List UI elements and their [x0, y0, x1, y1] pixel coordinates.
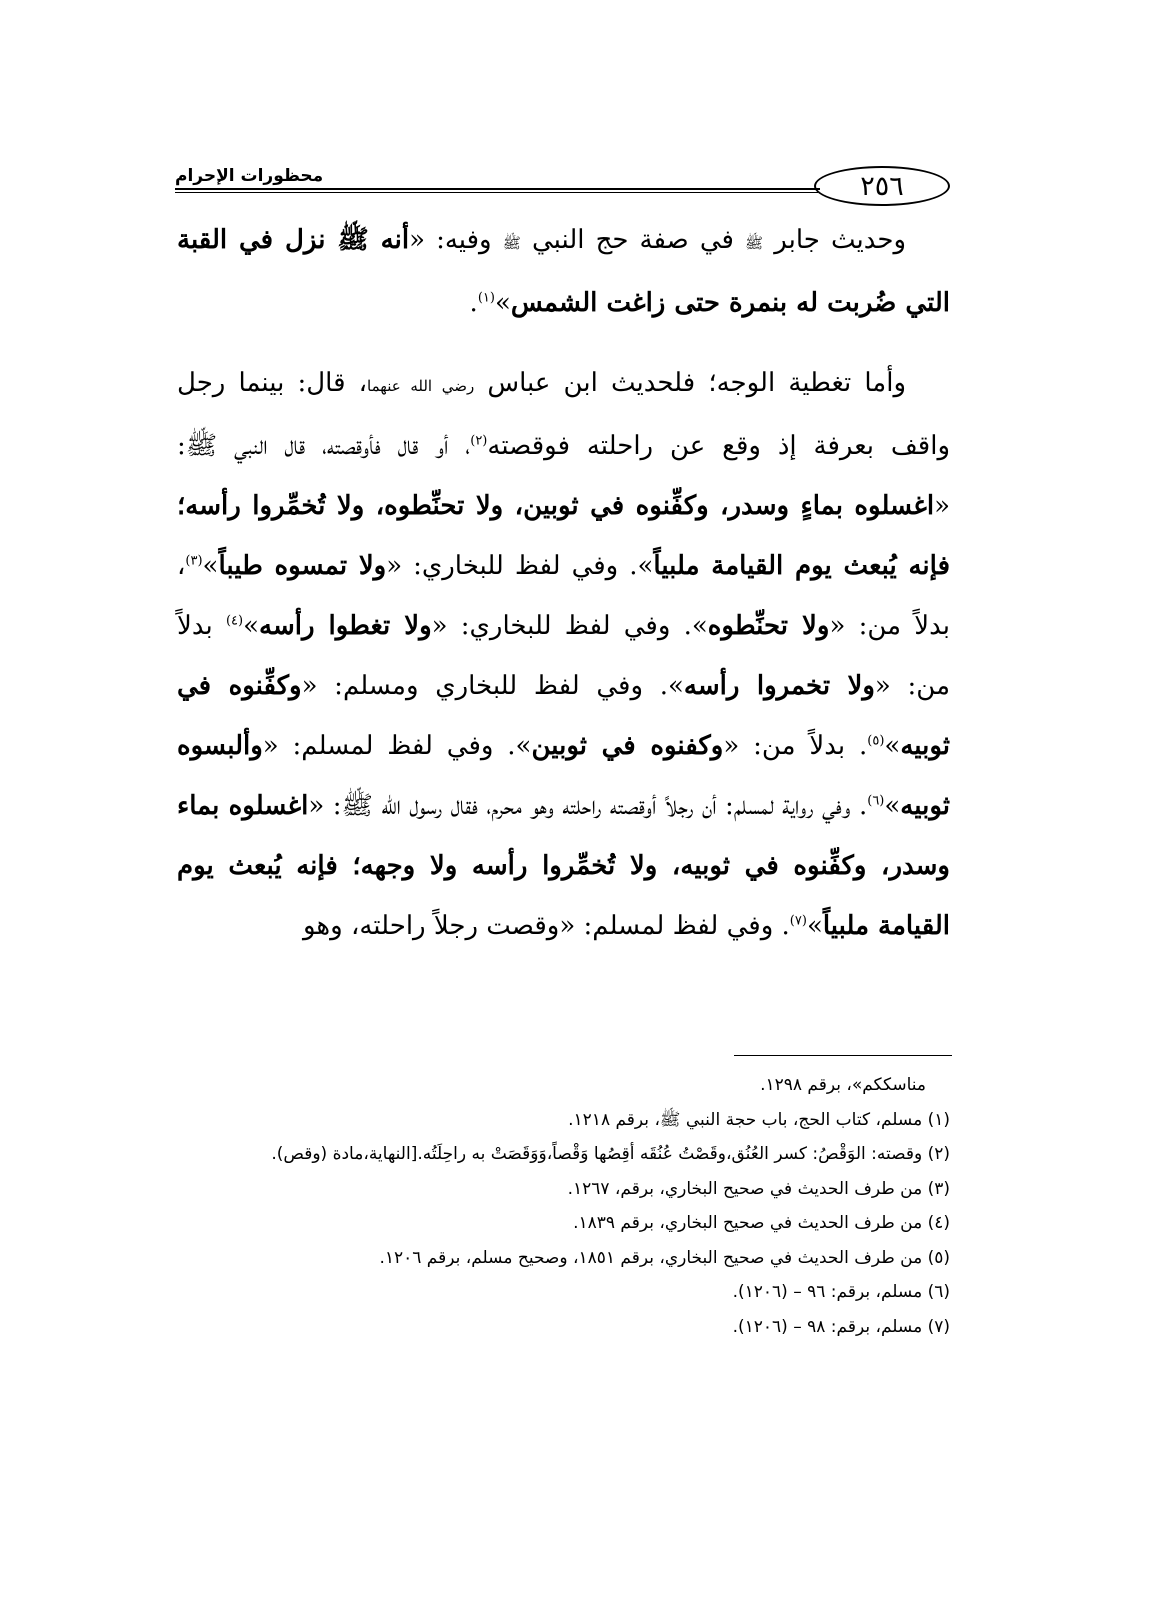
header-rule-thin	[175, 192, 818, 193]
text-run: في صفة حج النبي	[520, 225, 746, 255]
hadith-quote: وكفنوه في ثوبين	[531, 731, 724, 761]
honorific: رضي الله عنهما	[367, 377, 475, 395]
text-run: .	[469, 288, 478, 318]
text-run: وأما تغطية الوجه؛ فلحديث ابن عباس	[474, 368, 906, 398]
text-run: . وفي رواية لمسلم: أن رجلاً أوقصته راحلته وهو محرم، فقال رسول الله ﷺ: «	[308, 791, 868, 821]
footnote-separator	[734, 1055, 952, 1056]
text-run: ». وفي لفظ لمسلم: «	[262, 731, 532, 761]
footnote-7: (٧) مسلم، برقم: ٩٨ – (١٢٠٦).	[732, 1316, 950, 1337]
text-run: بدلاً من: «	[177, 611, 951, 701]
hadith-quote: ولا تغطوا رأسه	[259, 611, 432, 641]
hadith-quote: اغسلوه بماء وسدر، وكفِّنوه في ثوبيه، ولا تُخمِّروا رأسه ولا وجهه؛ فإنه يُبعث يوم القيامة ملبياً	[177, 791, 950, 941]
footnote-ref[interactable]: (٣)	[185, 553, 203, 569]
footnote-ref[interactable]: (١)	[477, 290, 495, 306]
text-run: »	[243, 611, 259, 641]
footnote-1: (١) مسلم، كتاب الحج، باب حجة النبي ﷺ، برقم ١٢١٨.	[568, 1109, 950, 1130]
footnotes	[177, 1068, 950, 1344]
running-title: محظورات الإحرام	[175, 166, 324, 186]
text-run: ». وفي لفظ للبخاري ومسلم: «	[301, 671, 684, 701]
text-run: ». وفي لفظ للبخاري: «	[431, 611, 708, 641]
footnote-4: (٤) من طرف الحديث في صحيح البخاري، برقم ١٨٣٩.	[573, 1213, 950, 1233]
honorific: ﷺ	[502, 234, 521, 252]
text-run: »	[806, 911, 823, 941]
footnote-3: (٣) من طرف الحديث في صحيح البخاري، برقم، ١٢٦٧.	[567, 1178, 950, 1199]
footnote-ref[interactable]: (٥)	[867, 733, 885, 749]
text-run: وفيه: «	[409, 225, 503, 255]
footnote-6: (٦) مسلم، برقم: ٩٦ – (١٢٠٦).	[732, 1282, 950, 1302]
text-run: . وفي لفظ لمسلم: «وقصت رجلاً راحلته، وهو	[303, 911, 790, 941]
hadith-quote: ولا تخمروا رأسه	[683, 671, 875, 701]
text-run: . بدلاً من: «	[723, 731, 868, 761]
header-rule	[175, 188, 820, 190]
footnote-ref[interactable]: (٤)	[225, 613, 244, 629]
footnote-ref[interactable]: (٧)	[789, 913, 807, 929]
text-run: »	[884, 791, 901, 821]
page-header	[175, 162, 950, 208]
text-run: ، بدلاً من: «	[177, 551, 950, 641]
paragraph-1	[177, 210, 950, 333]
text-run: »	[494, 288, 511, 318]
honorific: ﷺ	[745, 234, 764, 252]
hadith-quote: وكفِّنوه في ثوبيه	[177, 671, 951, 761]
hadith-quote: اغسلوه بماءٍ وسدر، وكفِّنوه في ثوبين، ولا تحنِّطوه، ولا تُخمِّروا رأسه؛ فإنه يُبعث يوم القيامة ملبياً	[177, 491, 950, 581]
hadith-quote: أنه ﷺ نزل في القبة التي ضُربت له بنمرة حتى زاغت الشمس	[177, 225, 950, 318]
main-text	[177, 210, 950, 956]
text-run: »	[202, 551, 219, 581]
footnote-ref[interactable]: (٦)	[867, 793, 885, 809]
text-run: وحديث جابر	[763, 225, 906, 255]
paragraph-2	[177, 353, 950, 956]
hadith-quote: وألبسوه ثوبيه	[177, 731, 950, 821]
footnote-continuation: مناسككم»، برقم ١٢٩٨.	[760, 1075, 926, 1095]
text-run: ، أو قال فأوقصته، قال النبي ﷺ: «	[177, 431, 950, 521]
text-run: ، قال: بينما رجل واقف بعرفة إذ وقع عن راحلته فوقصته	[177, 368, 951, 461]
footnote-ref[interactable]: (٢)	[470, 433, 488, 449]
text-run: ». وفي لفظ للبخاري: «	[386, 551, 654, 581]
hadith-quote: ولا تحنِّطوه	[707, 611, 830, 641]
footnote-2: (٢) وقصته: الوَقْصُ: كسر العُنُق،وقَصْتُ عُنُقَه أقِصُها وَقْصاً،وَوَقَصَتْ به راحِلَتُه.[النهاية،مادة (وقص).	[271, 1144, 950, 1164]
hadith-quote: ولا تمسوه طيباً	[218, 551, 387, 581]
footnote-5: (٥) من طرف الحديث في صحيح البخاري، برقم ١٨٥١، وصحيح مسلم، برقم ١٢٠٦.	[379, 1247, 950, 1268]
text-run: »	[884, 731, 901, 761]
page-number: ٢٥٦	[814, 166, 950, 206]
